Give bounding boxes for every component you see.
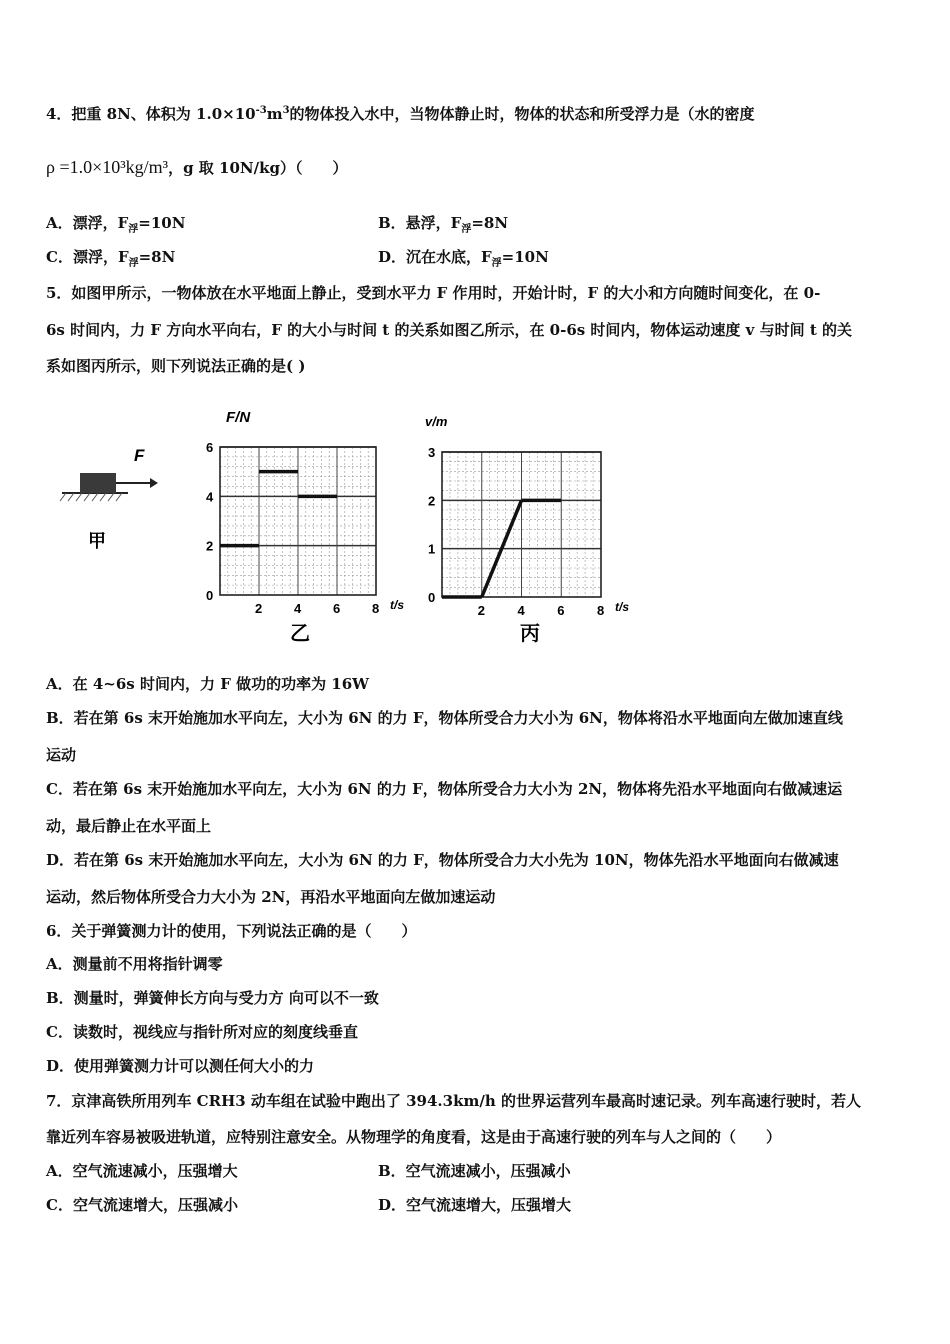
q5-option-c-cont: 动，最后静止在水平面上: [46, 817, 212, 835]
q4-option-b: B．悬浮，$F_浮=8N$: [378, 214, 509, 235]
q4-formula-tail: ，g 取 10N/kg）（ ）: [168, 159, 348, 177]
block: [80, 473, 116, 493]
chart-yi-y-tick-label: 6: [206, 440, 214, 455]
q4-stem-part: 4．把重 8N、体积为 1.0×10: [46, 105, 256, 123]
chart-bing-x-tick-label: 6: [557, 603, 565, 618]
chart-bing-x-tick-label: 4: [517, 603, 525, 618]
q4-option-d: D．沉在水底，$F_浮=10N$: [378, 248, 549, 269]
chart-yi-y-tick-label: 2: [206, 538, 214, 554]
q4-option-c: C．漂浮，$F_浮=8N$: [46, 248, 176, 269]
q5-option-b: B．若在第 6s 末开始施加水平向左，大小为 6N 的力 F，物体所受合力大小为 6N，物体将沿水平地面向左做加速直线: [46, 709, 843, 727]
caption-jia: 甲: [88, 531, 106, 551]
q4-formula-line: [46, 157, 347, 178]
chart-bing-caption: 丙: [520, 623, 540, 645]
force-label: F: [134, 446, 145, 465]
chart-bing-y-tick-label: 2: [428, 493, 436, 509]
chart-bing-x-tick-label: 8: [597, 603, 605, 618]
q4-stem: [46, 103, 755, 124]
q7-stem-line: 7．京津高铁所用列车 CRH3 动车组在试验中跑出了 394.3km/h 的世界运营列车最高时速记录。列车高速行驶时，若人: [46, 1092, 861, 1110]
q7-stem-line: 靠近列车容易被吸进轨道，应特别注意安全。从物理学的角度看，这是由于高速行驶的列车与人之间的（ ）: [46, 1128, 782, 1146]
q7-option-d: D．空气流速增大，压强增大: [378, 1196, 572, 1214]
q4-stem-unit: m: [266, 105, 283, 123]
density-formula: ρ =1.0×10³kg/m³: [46, 157, 169, 177]
q5-option-c: C．若在第 6s 末开始施加水平向左，大小为 6N 的力 F，物体所受合力大小为 2N，物体将先沿水平地面向右做减速运: [46, 780, 843, 798]
q4-option-a: A．漂浮，$F_浮=10N$: [46, 214, 186, 235]
chart-yi-x-tick-label: 6: [333, 601, 341, 616]
q4-exponent-2: 3: [282, 105, 290, 116]
chart-bing-y-tick-label: 0: [428, 590, 436, 605]
q7-option-c: C．空气流速增大，压强减小: [46, 1196, 238, 1214]
chart-bing: [415, 400, 640, 650]
chart-bing-ylabel: v/m: [425, 414, 448, 429]
chart-yi: [190, 400, 415, 650]
q4-stem-rest: 的物体投入水中，当物体静止时，物体的状态和所受浮力是（水的密度: [289, 105, 755, 123]
chart-yi-x-tick-label: 2: [255, 601, 263, 616]
q7-option-a: A．空气流速减小，压强增大: [46, 1162, 238, 1180]
q4-exponent: -3: [255, 105, 267, 116]
q6-option-c: C．读数时，视线应与指针所对应的刻度线垂直: [46, 1023, 358, 1041]
chart-yi-caption: 乙: [290, 623, 310, 645]
chart-yi-ylabel: F/N: [226, 409, 251, 426]
chart-bing-y-tick-label: 1: [428, 541, 436, 557]
chart-bing-y-tick-label: 3: [428, 445, 436, 460]
chart-bing-xlabel: t/s: [615, 600, 630, 614]
q6-stem: 6．关于弹簧测力计的使用，下列说法正确的是（ ）: [46, 922, 417, 940]
q5-option-d-cont: 运动，然后物体所受合力大小为 2N，再沿水平地面向左做加速运动: [46, 888, 496, 906]
figure-jia: [50, 435, 180, 565]
chart-yi-y-tick-label: 4: [206, 489, 214, 505]
q6-option-a: A．测量前不用将指针调零: [46, 955, 223, 973]
chart-yi-x-tick-label: 8: [372, 601, 380, 616]
q6-option-b: B．测量时，弹簧伸长方向与受力方 向可以不一致: [46, 989, 379, 1007]
q5-option-d: D．若在第 6s 末开始施加水平向左，大小为 6N 的力 F，物体所受合力大小先为 10N，物体先沿水平地面向右做减速: [46, 851, 839, 869]
q5-stem-line: 6s 时间内，力 F 方向水平向右，F 的大小与时间 t 的关系如图乙所示，在 0-6s 时间内，物体运动速度 v 与时间 t 的关: [46, 321, 852, 339]
chart-yi-x-tick-label: 4: [294, 601, 302, 616]
q6-option-d: D．使用弹簧测力计可以测任何大小的力: [46, 1057, 315, 1075]
q7-option-b: B．空气流速减小，压强减小: [378, 1162, 571, 1180]
chart-yi-xlabel: t/s: [390, 598, 405, 612]
q5-option-a: A．在 4~6s 时间内，力 F 做功的功率为 16W: [46, 675, 370, 693]
q5-stem-line: 系如图丙所示，则下列说法正确的是( ): [46, 357, 306, 375]
q5-option-b-cont: 运动: [46, 746, 77, 764]
q5-stem-line: 5．如图甲所示，一物体放在水平地面上静止，受到水平力 F 作用时，开始计时，F 的大小和方向随时间变化，在 0-: [46, 284, 821, 302]
chart-bing-x-tick-label: 2: [477, 603, 485, 618]
chart-yi-y-tick-label: 0: [206, 588, 214, 603]
